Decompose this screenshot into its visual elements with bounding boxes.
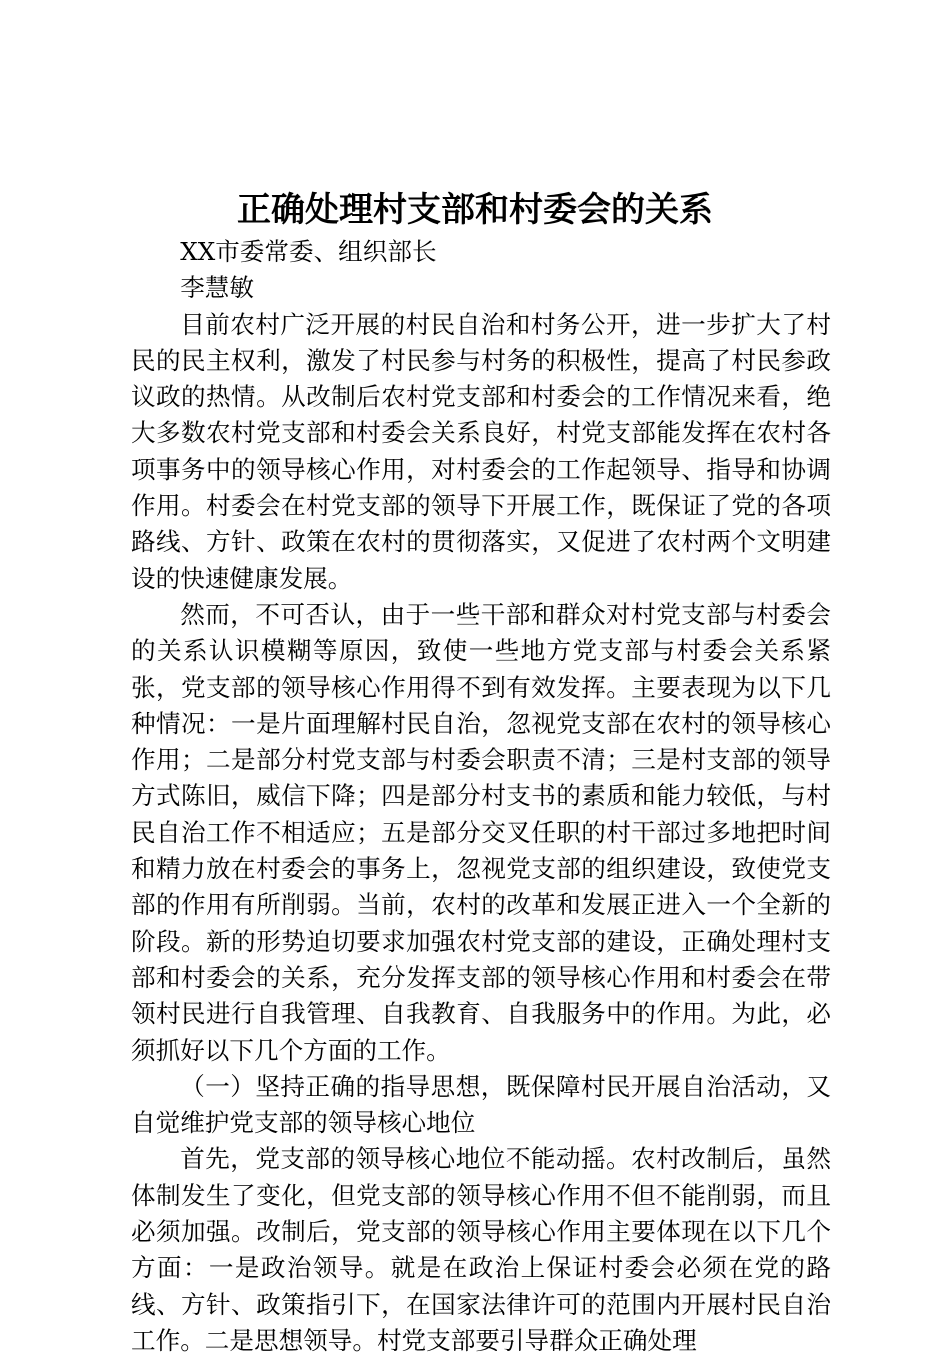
paragraph-intro: 目前农村广泛开展的村民自治和村务公开，进一步扩大了村民的民主权利，激发了村民参与村务的积极性，提高了村民参政议政的热情。从改制后农村党支部和村委会的工作情况来看，绝大多数农村党支部和村委会关系良好，村党支部能发挥在农村各项事务中的领导核心作用，对村委会的工作起领导、指导和协调作用。村委会在村党支部的领导下开展工作，既保证了党的各项路线、方针、政策在农村的贯彻落实，又促进了农村两个文明建设的快速健康发展。 — [131, 309, 831, 593]
author-name: 李慧敏 — [180, 273, 254, 303]
document-title: 正确处理村支部和村委会的关系 — [237, 190, 713, 230]
paragraph-problems: 然而，不可否认，由于一些干部和群众对村党支部与村委会的关系认识模糊等原因，致使一些地方党支部与村委会关系紧张，党支部的领导核心作用得不到有效发挥。主要表现为以下几种情况：一是片面理解村民自治，忽视党支部在农村的领导核心作用；二是部分村党支部与村委会职责不清；三是村支部的领导方式陈旧，威信下降；四是部分村支书的素质和能力较低，与村民自治工作不相适应；五是部分交叉任职的村干部过多地把时间和精力放在村委会的事务上，忽视党支部的组织建设，致使党支部的作用有所削弱。当前，农村的改革和发展正进入一个全新的阶段。新的形势迫切要求加强农村党支部的建设，正确处理村支部和村委会的关系，充分发挥支部的领导核心作用和村委会在带领村民进行自我管理、自我教育、自我服务中的作用。为此，必须抓好以下几个方面的工作。 — [131, 599, 831, 1065]
author-title: XX市委常委、组织部长 — [180, 237, 437, 266]
paragraph-first-point: 首先，党支部的领导核心地位不能动摇。农村改制后，虽然体制发生了变化，但党支部的领导核心作用不但不能削弱，而且必须加强。改制后，党支部的领导核心作用主要体现在以下几个方面：一是政治领导。就是在政治上保证村委会必须在党的路线、方针、政策指引下，在国家法律许可的范围内开展村民自治工作。二是思想领导。村党支部要引导群众正确处理 — [131, 1144, 831, 1355]
document-body — [131, 234, 831, 1359]
section-heading-1: （一）坚持正确的指导思想，既保障村民开展自治活动，又自觉维护党支部的领导核心地位 — [131, 1071, 831, 1138]
